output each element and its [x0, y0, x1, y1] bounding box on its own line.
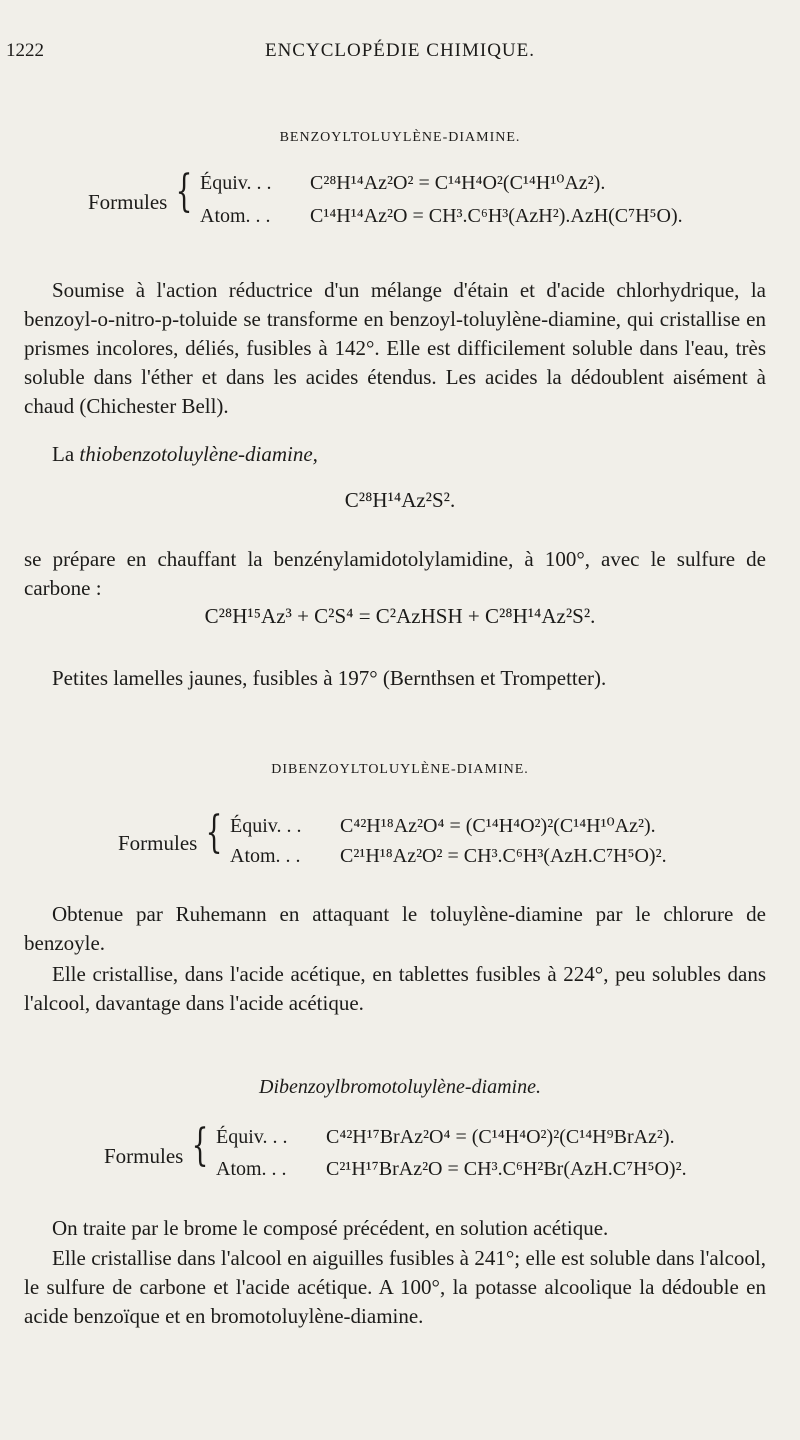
formula-block-1: [0, 160, 800, 250]
equiv-formula: C⁴²H¹⁸Az²O⁴ = (C¹⁴H⁴O²)²(C¹⁴H¹⁰Az²).: [340, 815, 656, 837]
page-header: [0, 40, 800, 70]
atom-formula: C¹⁴H¹⁴Az²O = CH³.C⁶H³(AzH²).AzH(C⁷H⁵O).: [310, 205, 683, 227]
equiv-label: Équiv. . .: [230, 815, 302, 837]
atom-formula: C²¹H¹⁷BrAz²O = CH³.C⁶H²Br(AzH.C⁷H⁵O)².: [326, 1158, 687, 1180]
equiv-formula: C²⁸H¹⁴Az²O² = C¹⁴H⁴O²(C¹⁴H¹⁰Az²).: [310, 172, 606, 194]
paragraph: Soumise à l'action réductrice d'un mélange d'étain et d'acide chlorhydrique, la benzoyl-o-nitro-p-toluide se transforme en benzoyl-toluylène-diamine, qui cristallise en prismes incolores, déliés, fusibles à 142°. Elle est difficilement soluble dans l'eau, très soluble dans l'éther et dans les acides étendus. Les acides la dédoublent aisément à chaud (Chichester Bell).: [24, 278, 766, 418]
thio-name: thiobenzotoluylène-diamine,: [79, 442, 318, 466]
paragraph: Elle cristallise dans l'alcool en aiguilles fusibles à 241°; elle est soluble dans l'alcool, le sulfure de carbone et l'acide acétique. A 100°, la potasse alcoolique la dédouble en acide benzoïque et en bromotoluylène-diamine.: [24, 1246, 766, 1328]
formula-block-3: [0, 1118, 800, 1198]
brace: {: [205, 807, 223, 858]
atom-formula: C²¹H¹⁸Az²O² = CH³.C⁶H³(AzH.C⁷H⁵O)².: [340, 845, 667, 867]
paragraph: Elle cristallise, dans l'acide acétique, en tablettes fusibles à 224°, peu solubles dans l'alcool, davantage dans l'acide acétique.: [24, 962, 766, 1015]
equiv-label: Équiv. . .: [216, 1126, 288, 1148]
running-title: ENCYCLOPÉDIE CHIMIQUE.: [264, 40, 536, 61]
equiv-row: [230, 813, 656, 838]
paragraph: Obtenue par Ruhemann en attaquant le toluylène-diamine par le chlorure de benzoyle.: [24, 902, 766, 955]
paragraph: se prépare en chauffant la benzénylamidotolylamidine, à 100°, avec le sulfure de carbone :: [24, 547, 766, 600]
thio-line: [24, 440, 766, 469]
brace: {: [191, 1120, 209, 1171]
atom-row: [200, 205, 683, 228]
formula-block-2: [0, 805, 800, 885]
formulas-label: Formules: [118, 831, 198, 855]
atom-row: [230, 845, 667, 868]
brace: {: [175, 166, 193, 217]
thio-prefix: La: [52, 442, 80, 466]
paragraph: Petites lamelles jaunes, fusibles à 197° (Bernthsen et Trompetter).: [52, 666, 607, 690]
equiv-formula: C⁴²H¹⁷BrAz²O⁴ = (C¹⁴H⁴O²)²(C¹⁴H⁹BrAz²).: [326, 1126, 675, 1148]
section-title-dibenzoyltoluylene: DIBENZOYLTOLUYLÈNE-DIAMINE.: [271, 762, 529, 777]
reaction-equation: C²⁸H¹⁵Az³ + C²S⁴ = C²AzHSH + C²⁸H¹⁴Az²S².: [204, 604, 596, 628]
section-title-dibenzoylbromotoluylene: Dibenzoylbromotoluylène-diamine.: [259, 1076, 541, 1098]
atom-label: Atom. . .: [216, 1158, 287, 1180]
formulas-label: Formules: [104, 1144, 184, 1168]
section-title-benzoyltoluylene: BENZOYLTOLUYLÈNE-DIAMINE.: [279, 130, 521, 145]
atom-row: [216, 1158, 687, 1181]
paragraph: On traite par le brome le composé précédent, en solution acétique.: [52, 1216, 609, 1240]
atom-label: Atom. . .: [200, 205, 271, 227]
equiv-row: [200, 170, 605, 195]
atom-label: Atom. . .: [230, 845, 301, 867]
thio-formula: C²⁸H¹⁴Az²S².: [344, 488, 456, 512]
equiv-row: [216, 1126, 675, 1149]
formulas-label: Formules: [88, 190, 168, 214]
equiv-label: Équiv. . .: [200, 172, 272, 194]
page-number: 1222: [6, 40, 44, 61]
